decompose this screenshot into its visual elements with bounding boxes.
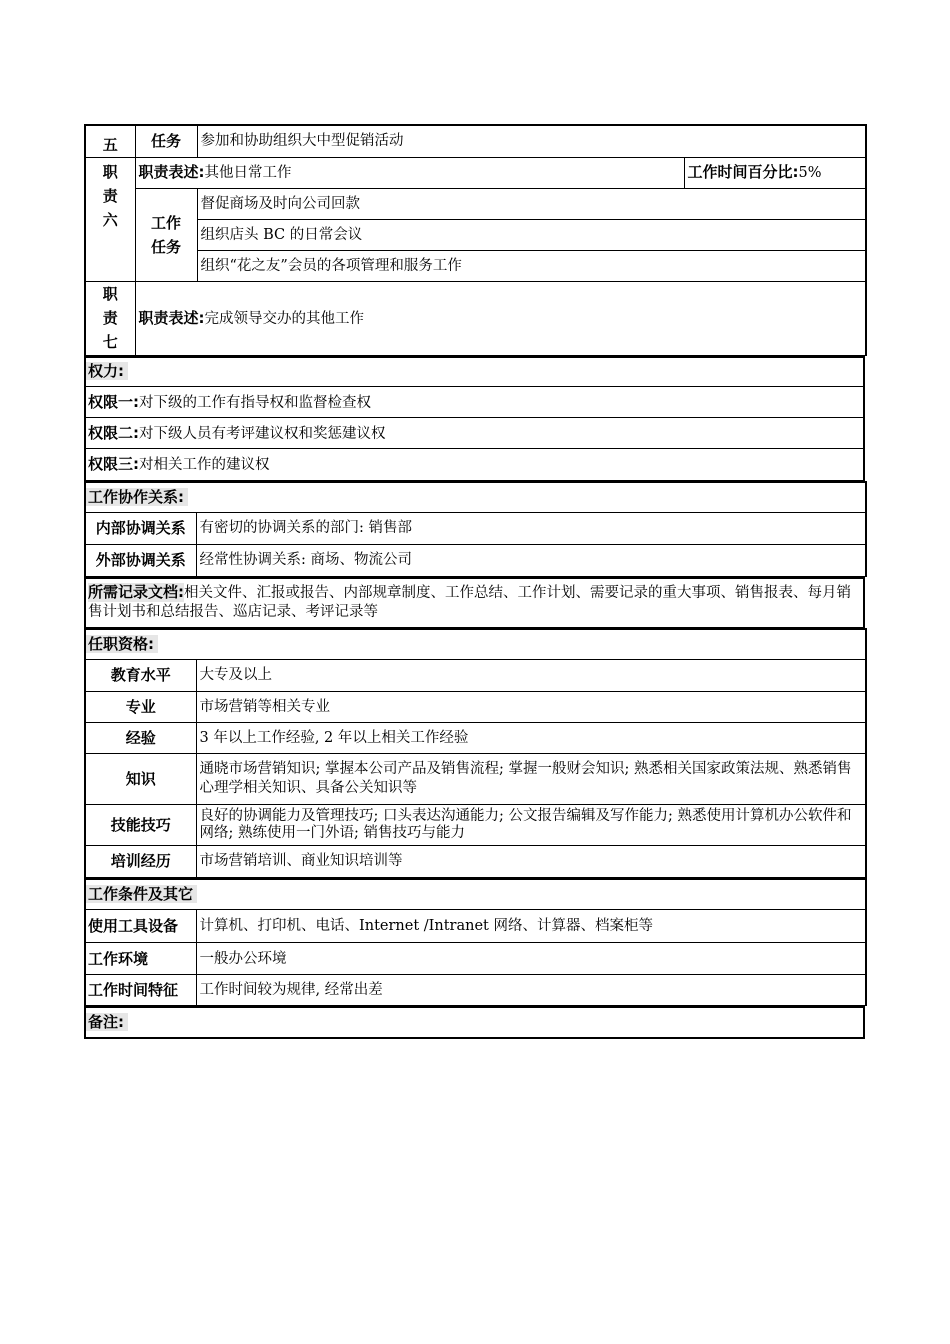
authority-item-2-label: 权限二: [88,423,139,442]
qual-major-label: 专业 [85,691,196,722]
duty-seven-desc-label: 职责表述: [138,308,205,327]
qualifications-table [84,628,867,878]
cond-hours-label: 工作时间特征 [85,975,196,1006]
qual-major-text: 市场营销等相关专业 [196,691,866,722]
duty-five-char: 五 [102,135,118,154]
qual-skills-label: 技能技巧 [85,804,196,845]
conditions-header-cell [85,879,866,910]
internal-relation-label: 内部协调关系 [85,512,196,544]
remarks-table [84,1006,865,1039]
duties-table [84,124,867,356]
relations-table [84,481,867,577]
relations-header: 工作协作关系: [86,488,188,506]
qual-experience-label: 经验 [85,722,196,753]
duty-six-pct [684,157,866,188]
authority-table [84,356,865,482]
authority-item-2-text: 对下级人员有考评建议权和奖惩建议权 [139,425,386,442]
conditions-table [84,878,867,1007]
authority-item-3-text: 对相关工作的建议权 [139,457,270,473]
duty-seven-desc [135,281,866,355]
job-description-table-page [84,124,865,1039]
duty-seven-desc-text: 完成领导交办的其他工作 [204,310,364,327]
records-cell [85,578,864,628]
qual-knowledge-label: 知识 [85,753,196,804]
duty-five-task-text: 参加和协助组织大中型促销活动 [197,125,866,157]
duty-five-task-label: 任务 [135,125,197,157]
internal-relation-text: 有密切的协调关系的部门: 销售部 [196,512,866,544]
duty-six-pct-value: 5% [798,165,822,181]
remarks-cell [85,1007,864,1038]
authority-header-cell [85,357,864,387]
qual-experience-text: 3 年以上工作经验, 2 年以上相关工作经验 [196,722,866,753]
qual-training-text: 市场营销培训、商业知识培训等 [196,845,866,877]
qual-training-label: 培训经历 [85,845,196,877]
records-label: 所需记录文档: [88,583,184,602]
records-table [84,577,865,629]
cond-environment-text: 一般办公环境 [196,943,866,975]
duty-six-tasks-label: 工作 任务 [135,188,197,281]
qual-skills-text: 良好的协调能力及管理技巧; 口头表达沟通能力; 公文报告编辑及写作能力; 熟悉使用计算机办公软件和网络; 熟练使用一门外语; 销售技巧与能力 [196,804,866,845]
authority-header: 权力: [86,362,128,380]
qualifications-header: 任职资格: [86,635,158,653]
cond-environment-label: 工作环境 [85,943,196,975]
authority-item-1-text: 对下级的工作有指导权和监督检查权 [139,394,371,411]
remarks-header: 备注: [86,1013,128,1031]
qualifications-header-cell [85,629,866,659]
external-relation-text: 经常性协调关系: 商场、物流公司 [196,544,866,576]
duty-five-label [85,125,135,157]
duty-six-desc [135,157,684,188]
cond-hours-text: 工作时间较为规律, 经常出差 [196,975,866,1006]
external-relation-label: 外部协调关系 [85,544,196,576]
records-text: 相关文件、汇报或报告、内部规章制度、工作总结、工作计划、需要记录的重大事项、销售报表、每月销售计划书和总结报告、巡店记录、考评记录等 [88,585,851,621]
duty-seven-label: 职 责 七 [85,281,135,355]
duty-six-label: 职 责 六 [85,157,135,281]
duty-six-desc-text: 其他日常工作 [204,165,292,181]
authority-item-3 [85,449,864,481]
qual-education-label: 教育水平 [85,659,196,691]
authority-item-2 [85,418,864,449]
qual-knowledge-text: 通晓市场营销知识; 掌握本公司产品及销售流程; 掌握一般财会知识; 熟悉相关国家政策法规、熟悉销售心理学相关知识、具备公关知识等 [196,753,866,804]
relations-header-cell [85,482,866,512]
duty-six-task-2: 组织店头 BC 的日常会议 [197,219,866,250]
authority-item-1-label: 权限一: [88,392,139,411]
conditions-header: 工作条件及其它 [86,885,197,903]
duty-six-task-1: 督促商场及时向公司回款 [197,188,866,219]
authority-item-3-label: 权限三: [88,455,139,473]
authority-item-1 [85,387,864,418]
qual-education-text: 大专及以上 [196,659,866,691]
duty-six-task-3: 组织“花之友”会员的各项管理和服务工作 [197,250,866,281]
duty-six-desc-label: 职责表述: [138,163,205,181]
cond-tools-text: 计算机、打印机、电话、Internet /Intranet 网络、计算器、档案柜等 [196,910,866,943]
cond-tools-label: 使用工具设备 [85,910,196,943]
duty-six-pct-label: 工作时间百分比: [687,163,799,181]
